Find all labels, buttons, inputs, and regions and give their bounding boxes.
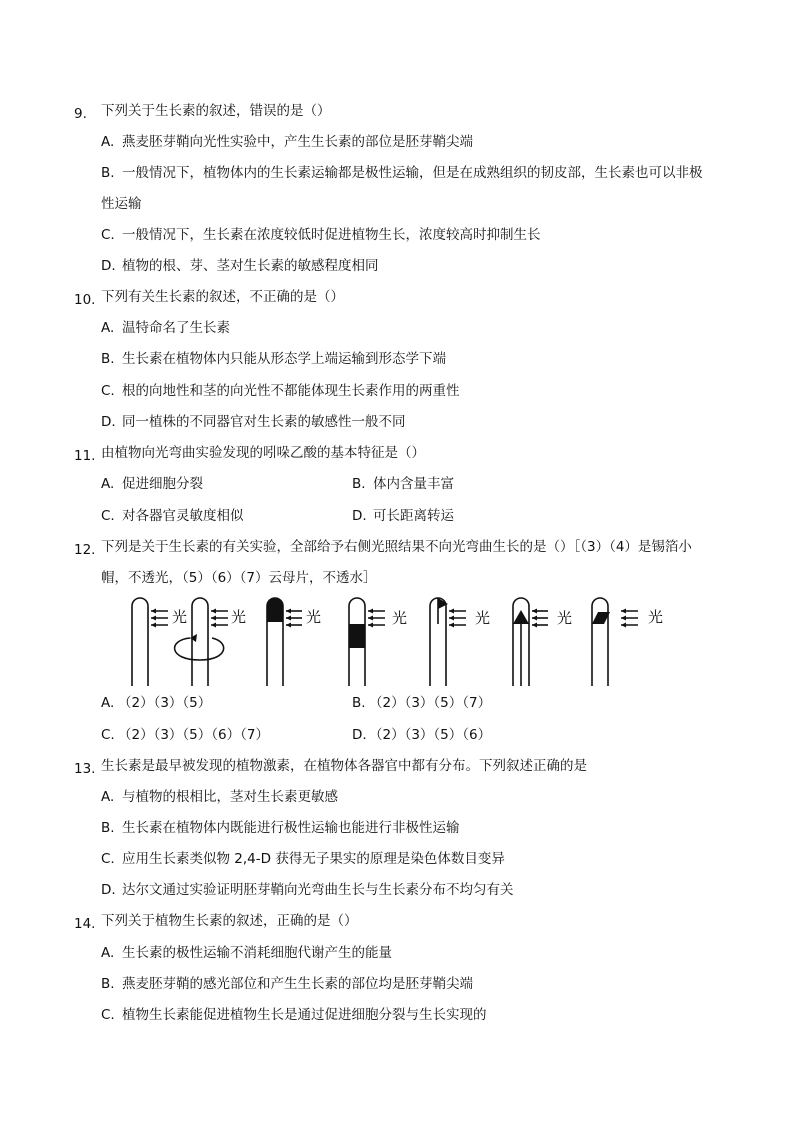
- option-text: 达尔文通过实验证明胚芽鞘向光弯曲生长与生长素分布不均匀有关: [122, 882, 514, 898]
- light-label: 光: [306, 608, 322, 626]
- option-text: （2）（3）（5）: [118, 695, 212, 711]
- question-stem: 由植物向光弯曲实验发现的吲哚乙酸的基本特征是（）: [101, 445, 425, 461]
- option-letter: B.: [352, 476, 366, 492]
- option-text: 一般情况下，生长素在浓度较低时促进植物生长，浓度较高时抑制生长: [122, 227, 541, 243]
- option-letter: C.: [101, 383, 115, 399]
- option-letter: D.: [101, 882, 116, 898]
- option-text: 对各器官灵敏度相似: [122, 508, 244, 524]
- option-text: 促进细胞分裂: [122, 476, 203, 492]
- question-stem: 下列关于生长素的叙述，错误的是（）: [101, 103, 331, 119]
- option-text: 同一植株的不同器官对生长素的敏感性一般不同: [122, 414, 406, 430]
- option-letter: A.: [101, 320, 115, 336]
- coleoptile-6: [513, 598, 548, 686]
- option-text: 可长距离转运: [373, 508, 454, 524]
- option-text: （2）（3）（5）（6）: [369, 727, 492, 743]
- question-stem: 生长素是最早被发现的植物激素，在植物体各器官中都有分布。下列叙述正确的是: [101, 758, 587, 774]
- option-text: 植物的根、芽、茎对生长素的敏感程度相同: [122, 258, 379, 274]
- question-number: 11.: [74, 448, 96, 464]
- question-number: 9.: [74, 106, 87, 122]
- option-text: 应用生长素类似物 2,4-D 获得无子果实的原理是染色体数目变异: [122, 851, 505, 867]
- option-text: 与植物的根相比，茎对生长素更敏感: [122, 789, 338, 805]
- question-stem: 下列有关生长素的叙述，不正确的是（）: [101, 289, 344, 305]
- option-text: 生长素在植物体内既能进行极性运输也能进行非极性运输: [122, 820, 460, 836]
- option-letter: D.: [352, 508, 367, 524]
- option-text: 一般情况下，植物体内的生长素运输都是极性运输，但是在成熟组织的韧皮部，生长素也可以非极: [122, 165, 703, 181]
- option-text: 燕麦胚芽鞘向光性实验中，产生生长素的部位是胚芽鞘尖端: [122, 134, 473, 150]
- question-number: 13.: [74, 761, 96, 777]
- question-number: 14.: [74, 916, 96, 932]
- option-letter: D.: [101, 258, 116, 274]
- option-text: （2）（3）（5）（6）（7）: [118, 727, 269, 743]
- option-text: 体内含量丰富: [373, 476, 454, 492]
- option-letter: C.: [101, 508, 115, 524]
- option-letter: A.: [101, 789, 115, 805]
- option-text: 温特命名了生长素: [122, 320, 230, 336]
- option-letter: A.: [101, 476, 115, 492]
- option-letter: B.: [352, 695, 366, 711]
- option-text: 植物生长素能促进植物生长是通过促进细胞分裂与生长实现的: [122, 1007, 487, 1023]
- option-letter: B.: [101, 820, 115, 836]
- option-text: 燕麦胚芽鞘的感光部位和产生生长素的部位均是胚芽鞘尖端: [122, 976, 473, 992]
- option-letter: C.: [101, 1007, 115, 1023]
- coleoptile-7: [592, 598, 638, 686]
- option-text: 根的向地性和茎的向光性不都能体现生长素作用的两重性: [122, 383, 460, 399]
- option-letter: A.: [101, 695, 115, 711]
- light-label: 光: [557, 609, 573, 627]
- option-letter: D.: [101, 414, 116, 430]
- option-letter: B.: [101, 351, 115, 367]
- option-text: （2）（3）（5）（7）: [369, 695, 492, 711]
- option-letter: A.: [101, 945, 115, 961]
- question-stem: 下列关于植物生长素的叙述，正确的是（）: [101, 913, 358, 929]
- question-number: 12.: [74, 542, 96, 558]
- light-label: 光: [231, 608, 247, 626]
- option-letter: A.: [101, 134, 115, 150]
- coleoptile-1: [132, 598, 168, 686]
- option-letter: C.: [101, 851, 115, 867]
- option-letter: B.: [101, 165, 115, 181]
- option-letter: D.: [352, 727, 367, 743]
- option-letter: C.: [101, 227, 115, 243]
- question-number: 10.: [74, 292, 96, 308]
- option-letter: B.: [101, 976, 115, 992]
- light-label: 光: [648, 608, 664, 626]
- coleoptile-experiment-figure: [120, 594, 680, 686]
- coleoptile-5: [430, 598, 466, 686]
- option-letter: C.: [101, 727, 115, 743]
- light-label: 光: [172, 608, 188, 626]
- question-stem-continued: 帽，不透光，（5）（6）（7）云母片，不透水］: [101, 570, 377, 586]
- light-label: 光: [392, 609, 408, 627]
- option-text: 生长素在植物体内只能从形态学上端运输到形态学下端: [122, 351, 446, 367]
- question-stem: 下列是关于生长素的有关实验，全部给予右侧光照结果不向光弯曲生长的是（）［（3）（4）是锡箔小: [101, 539, 692, 555]
- option-text-continued: 性运输: [101, 196, 142, 212]
- option-text: 生长素的极性运输不消耗细胞代谢产生的能量: [122, 945, 392, 961]
- light-label: 光: [475, 609, 491, 627]
